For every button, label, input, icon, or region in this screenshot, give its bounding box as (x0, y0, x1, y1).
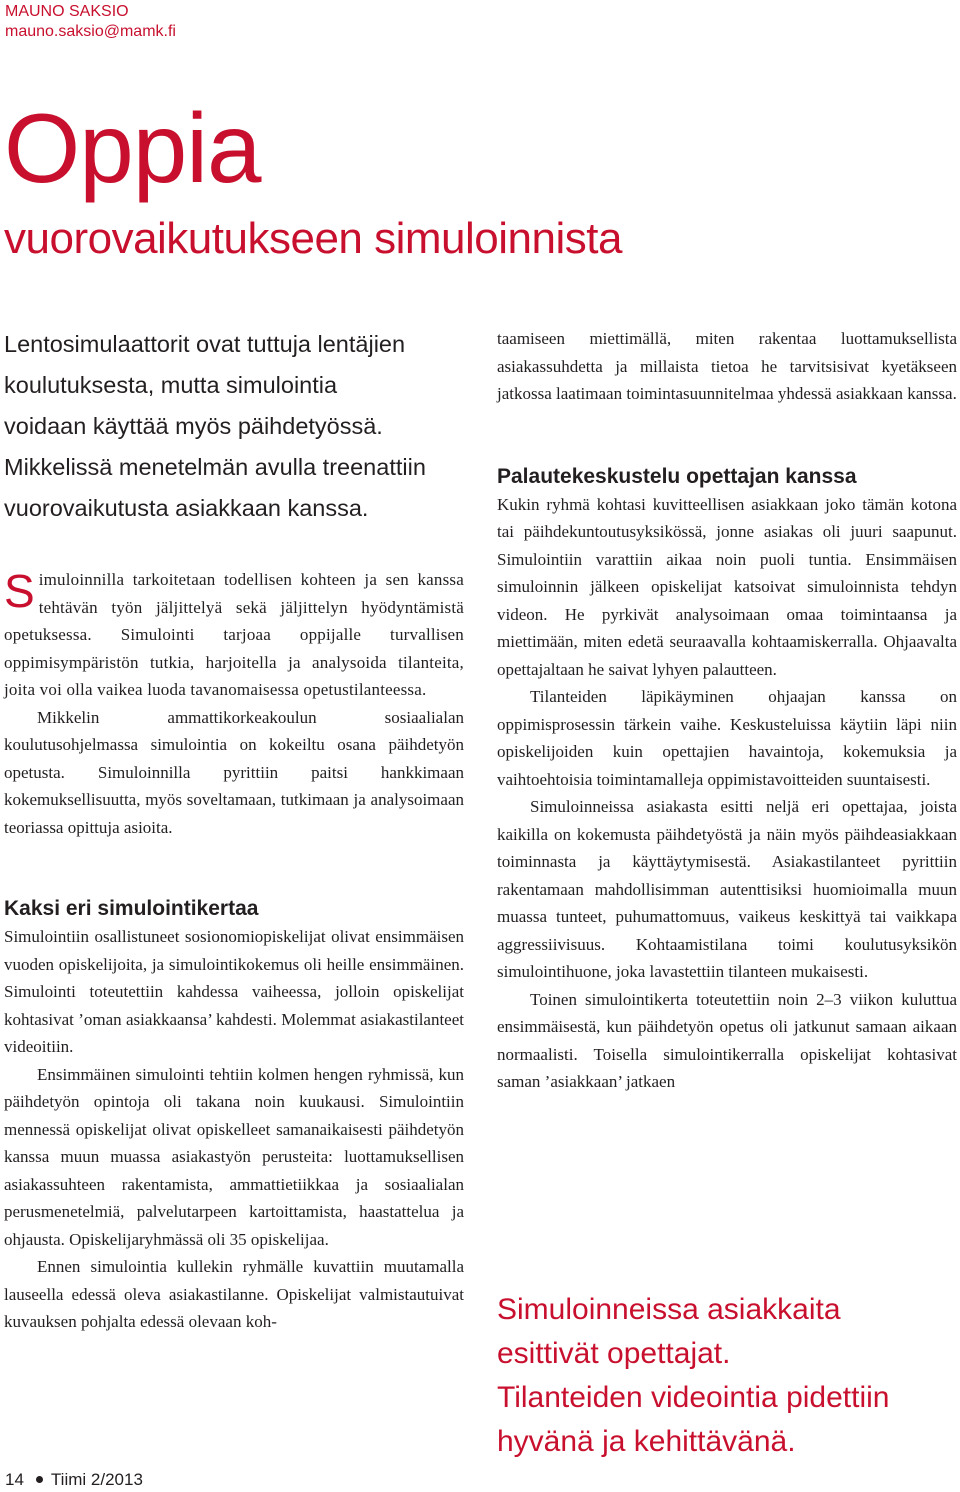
pull-quote-line: hyvänä ja kehittävänä. (497, 1425, 796, 1458)
lead-line: Mikkelissä menetelmän avulla treenattiin (4, 454, 426, 480)
drop-cap: S (4, 565, 35, 617)
intro-section (4, 566, 464, 841)
body-paragraph: Simuloinneissa asiakasta esitti neljä eri opettajaa, joista kaikilla on kokemusta päihdetyöstä ja näin myös päihdeasiakkaan toiminnasta ja käyttäytymisestä. Asiakastilanteet pyrittiin rakentamaan mahdollisimman autenttisiksi huomioimalla muun muassa tunteet, puhumattomuus, vaikeus keskittyä tai vaikkapa aggressiivisuus. Kohtaamistilana toimi koulutusyksikön simulointihuone, joka lavastettiin tilanteen mukaisesti. (497, 797, 957, 981)
right-column (497, 325, 957, 1096)
section-heading: Kaksi eri simulointikertaa (4, 897, 259, 920)
section-heading: Palautekeskustelu opettajan kanssa (497, 464, 857, 488)
lead-line: koulutuksesta, mutta simulointia (4, 372, 338, 398)
body-paragraph: Simulointiin osallistuneet sosionomiopiskelijat olivat ensimmäisen vuoden opiskelijoita, ja simulointikokemus oli heille ensimmäinen. Simulointi toteutettiin kahdessa vaiheessa, jolloin opiskelijat kohtasivat ’oman asiakkaansa’ kahdesti. Molemmat asiakastilanteet videoitiin. (4, 927, 464, 1056)
page-footer (5, 1468, 143, 1492)
body-paragraph: Tilanteiden läpikäyminen ohjaajan kanssa on oppimisprosessin tärkein vaihe. Keskusteluissa käytiin läpi niin opiskelijoiden kuin opettajien havaintoja, kokemuksia ja vaihtoehtoisia toimintamalleja oppimistavoitteiden suuntaisesti. (497, 687, 957, 789)
lead-text (4, 324, 464, 529)
article-subtitle: vuorovaikutukseen simuloinnista (4, 214, 622, 263)
body-paragraph: Ennen simulointia kullekin ryhmälle kuvattiin muutamalla lauseella edessä oleva asiakastilanne. Opiskelijat valmistautuivat kuvauksen pohjalta edessä olevaan koh- (4, 1257, 464, 1331)
issue-number: 2/2013 (90, 1470, 143, 1489)
bullet-dot-icon (36, 1476, 43, 1483)
intro-paragraph-2: Mikkelin ammattikorkeakoulun sosiaalialan koulutusohjelmassa simulointia on kokeiltu osana päihdetyön opetusta. Simuloinnilla pyrittiin paitsi hankkimaan kokemuksellisuutta, myös soveltamaan, tutkimaan ja analysoimaan teoriassa opittuja asioita. (4, 707, 464, 837)
body-paragraph: Ensimmäinen simulointi tehtiin kolmen hengen ryhmissä, kun päihdetyön opintoja oli takana noin kuukausi. Simulointiin mennessä opiskelijat olivat opiskelleet samanaikaisesti päihdetyön kanssa muun muassa asiakastyön perusteita: luottamuksellisen asiakassuhteen rakentamista, ammattietiikkaa ja sosiaalialan perusmenetelmiä, palvelutarpeen kartoittamista, haastattelua ja ohjausta. Opiskelijaryhmässä oli 35 opiskelijaa. (4, 1064, 464, 1249)
left-column (4, 324, 464, 1336)
lead-line: vuorovaikutusta asiakkaan kanssa. (4, 495, 369, 521)
body-paragraph: taamiseen miettimällä, miten rakentaa luottamuksellista asiakassuhdetta ja millaista tietoa he tarvitsisivat kyetäkseen jatkossa laatimaan toimintasuunnitelmaa yhdessä asiakkaan kanssa. (497, 329, 957, 403)
pull-quote-line: Simuloinneissa asiakkaita (497, 1293, 841, 1326)
magazine-name: Tiimi (50, 1470, 87, 1489)
lead-line: voidaan käyttää myös päihdetyössä. (4, 413, 383, 439)
page-number: 14 (5, 1470, 24, 1489)
body-paragraph: Kukin ryhmä kohtasi kuvitteellisen asiakkaan joko tämän kotona tai päihdekuntoutusyksikössä, jonne asiakas oli juuri saapunut. Simulointiin varattiin aikaa noin puoli tuntia. Ensimmäisen simuloinnin jälkeen opiskelijat katsoivat simuloinnista tehdyn videon. He pyrkivät analysoimaan omaa toimintaansa ja miettimään, miten edetä seuraavalla kohtaamiskerralla. Ohjaavalta opettajaltaan he saivat lyhyen palautteen. (497, 494, 957, 679)
author-name: MAUNO SAKSIO (5, 3, 129, 20)
lead-line: Lentosimulaattorit ovat tuttuja lentäjien (4, 331, 406, 357)
article-title: Oppia (4, 93, 261, 203)
author-byline (5, 2, 176, 42)
body-paragraph: Toinen simulointikerta toteutettiin noin 2–3 viikon kuluttua ensimmäisestä, kun päihdetyön opetus oli jatkunut samaan aikaan normaalisti. Toisella simulointikerralla opiskelijat kohtasivat saman ’asiakkaan’ jatkaen (497, 989, 957, 1091)
pull-quote-line: esittivät opettajat. (497, 1337, 731, 1370)
pull-quote-line: Tilanteiden videointia pidettiin (497, 1381, 890, 1414)
intro-paragraph: imuloinnilla tarkoitetaan todellisen kohteen ja sen kanssa tehtävän työn jäljittelyä sekä jäljittelyn hyödyntämistä opetuksessa. Simulointi tarjoaa oppijalle turvallisen oppimisympäristön tutkia, harjoitella ja analysoida tilanteita, joita voi olla vaikea luoda tavanomaisessa opetustilanteessa. (4, 570, 464, 699)
author-email[interactable]: mauno.saksio@mamk.fi (5, 23, 176, 40)
pull-quote (497, 1288, 957, 1464)
